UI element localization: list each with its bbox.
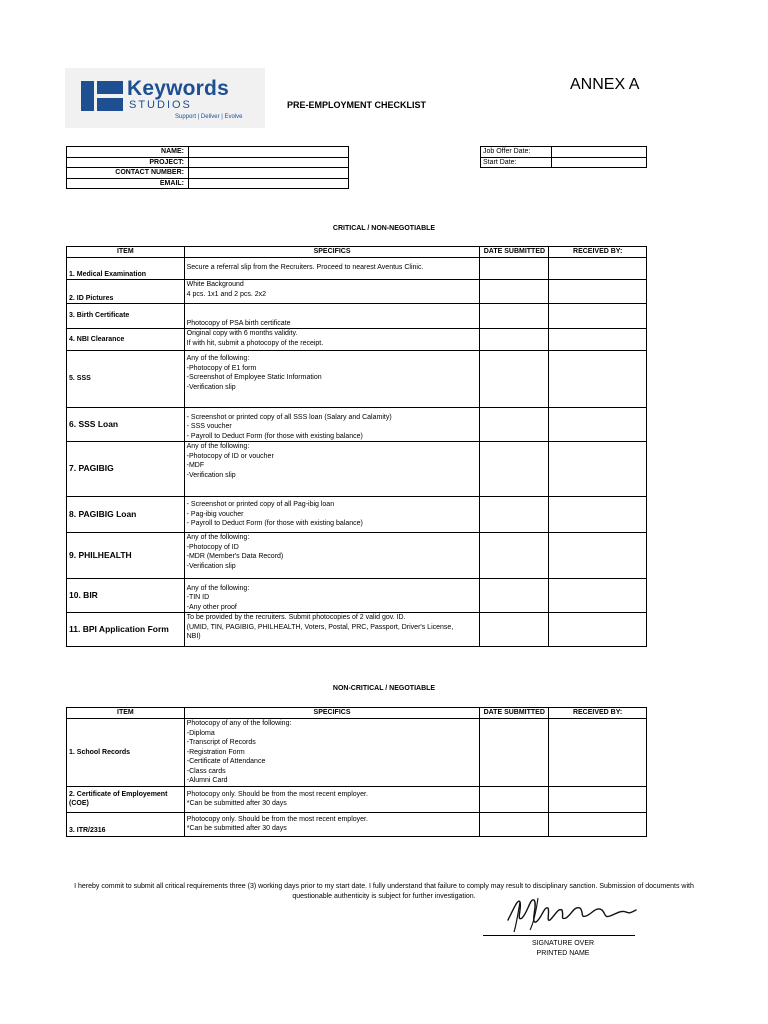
- annex-label: ANNEX A: [570, 76, 640, 93]
- specifics-cell: [184, 258, 480, 280]
- specifics-cell: [184, 304, 480, 329]
- date-submitted-cell[interactable]: [480, 442, 549, 497]
- spec-line: - Payroll to Deduct Form (for those with existing balance): [186, 520, 363, 528]
- spec-line: Original copy with 6 months validity.: [186, 330, 298, 337]
- item-cell: 9. PHILHEALTH: [67, 533, 185, 579]
- spec-line: -Any other proof: [186, 603, 237, 611]
- received-by-cell[interactable]: [549, 812, 647, 836]
- item-cell: 11. BPI Application Form: [67, 613, 185, 647]
- info-row: [67, 157, 349, 168]
- table-row: [67, 304, 647, 329]
- item-cell: 7. PAGIBIG: [67, 442, 185, 497]
- table-row: [67, 812, 647, 836]
- critical-section-title: CRITICAL / NON-NEGOTIABLE: [332, 225, 436, 232]
- date-submitted-cell[interactable]: [480, 258, 549, 280]
- spec-line: -Class cards: [186, 767, 226, 775]
- spec-line: *Can be submitted after 30 days: [186, 825, 287, 832]
- item-cell: 6. SSS Loan: [67, 408, 185, 442]
- received-by-cell[interactable]: [549, 786, 647, 812]
- spec-line: Any of the following:: [186, 534, 250, 541]
- spec-line: -Diploma: [186, 729, 215, 737]
- spec-line: - SSS voucher: [186, 423, 232, 430]
- item-cell: 4. NBI Clearance: [67, 329, 185, 351]
- logo-subtitle: STUDIOS: [129, 99, 192, 111]
- date-submitted-cell[interactable]: [480, 812, 549, 836]
- handwritten-signature: [500, 888, 640, 938]
- info-row: [67, 168, 349, 179]
- item-cell: 2. Certificate of Employement (COE): [67, 786, 185, 812]
- logo-tagline: Support | Deliver | Evolve: [175, 114, 243, 120]
- start-date-field[interactable]: [552, 157, 647, 168]
- specifics-cell: [184, 497, 480, 533]
- column-header-received: RECEIVED BY:: [549, 247, 647, 258]
- date-submitted-cell[interactable]: [480, 497, 549, 533]
- commitment-statement: I hereby commit to submit all critical requirements three (3) working days prior to my start date. I fully understand that failure to comply may result to disciplinary sanction. Submission of documents with questionable authenticity is subject for further investigation.: [74, 883, 694, 900]
- item-cell: 10. BIR: [67, 579, 185, 613]
- spec-line: Photocopy of PSA birth certificate: [186, 319, 291, 327]
- item-cell: 8. PAGIBIG Loan: [67, 497, 185, 533]
- item-cell: 2. ID Pictures: [67, 280, 185, 304]
- offer-dates-table: [480, 146, 647, 168]
- spec-line: -Photocopy of ID: [186, 543, 239, 551]
- signature-label-line: SIGNATURE OVER: [531, 940, 595, 947]
- signature-line: [483, 935, 635, 936]
- spec-line: -Alumni Card: [186, 777, 228, 784]
- table-row: [67, 408, 647, 442]
- table-row: [67, 786, 647, 812]
- column-header-date: DATE SUBMITTED: [480, 708, 549, 719]
- received-by-cell[interactable]: [549, 408, 647, 442]
- received-by-cell[interactable]: [549, 613, 647, 647]
- table-row: [67, 579, 647, 613]
- specifics-cell: [184, 533, 480, 579]
- column-header-specifics: SPECIFICS: [184, 708, 480, 719]
- spec-line: -Verification slip: [186, 383, 236, 391]
- table-row: [67, 258, 647, 280]
- spec-line: To be provided by the recruiters. Submit photocopies of 2 valid gov. ID.: [186, 614, 406, 621]
- spec-line: -Screenshot of Employee Static Information: [186, 374, 322, 381]
- signature-label-line: PRINTED NAME: [536, 949, 590, 957]
- received-by-cell[interactable]: [549, 442, 647, 497]
- info-label-contact: CONTACT NUMBER:: [67, 168, 189, 179]
- spec-line: - Pag-ibig voucher: [186, 510, 244, 518]
- date-submitted-cell[interactable]: [480, 329, 549, 351]
- spec-line: -MDF: [186, 462, 205, 469]
- table-row: [67, 351, 647, 408]
- project-field[interactable]: [189, 157, 349, 168]
- item-cell: 1. Medical Examination: [67, 258, 185, 280]
- spec-line: - Screenshot or printed copy of all SSS loan (Salary and Calamity): [186, 413, 392, 421]
- received-by-cell[interactable]: [549, 719, 647, 787]
- table-row: [67, 497, 647, 533]
- date-submitted-cell[interactable]: [480, 351, 549, 408]
- non-critical-section-title: NON-CRITICAL / NEGOTIABLE: [332, 685, 436, 692]
- spec-line: -Verification slip: [186, 471, 236, 479]
- table-row: [67, 329, 647, 351]
- info-row: [481, 147, 647, 158]
- received-by-cell[interactable]: [549, 497, 647, 533]
- item-cell: 5. SSS: [67, 351, 185, 408]
- received-by-cell[interactable]: [549, 304, 647, 329]
- date-submitted-cell[interactable]: [480, 533, 549, 579]
- column-header-item: ITEM: [67, 708, 185, 719]
- date-submitted-cell[interactable]: [480, 304, 549, 329]
- spec-line: Any of the following:: [186, 443, 250, 450]
- spec-line: -Registration Form: [186, 748, 245, 756]
- date-submitted-cell[interactable]: [480, 408, 549, 442]
- date-submitted-cell[interactable]: [480, 579, 549, 613]
- spec-line: Photocopy of any of the following:: [186, 720, 292, 727]
- specifics-cell: [184, 613, 480, 647]
- start-date-label: Start Date:: [481, 157, 552, 168]
- logo-wordmark: Keywords: [127, 77, 229, 100]
- table-row: [67, 719, 647, 787]
- spec-line: -TIN ID: [186, 594, 210, 601]
- document-title: PRE-EMPLOYMENT CHECKLIST: [287, 100, 427, 110]
- date-submitted-cell[interactable]: [480, 280, 549, 304]
- table-header-row: [67, 247, 647, 258]
- specifics-cell: [184, 786, 480, 812]
- column-header-date: DATE SUBMITTED: [480, 247, 549, 258]
- specifics-cell: [184, 408, 480, 442]
- spec-line: If with hit, submit a photocopy of the receipt.: [186, 339, 324, 347]
- info-label-name: NAME:: [67, 147, 189, 158]
- spec-line: - Screenshot or printed copy of all Pag-ibig loan: [186, 501, 335, 509]
- table-row: [67, 280, 647, 304]
- table-row: [67, 613, 647, 647]
- item-cell: 1. School Records: [67, 719, 185, 787]
- non-critical-requirements-table: [66, 707, 647, 837]
- specifics-cell: [184, 442, 480, 497]
- signature-label: [483, 939, 643, 958]
- info-row: [67, 147, 349, 158]
- critical-requirements-table: [66, 246, 647, 647]
- job-offer-date-label: Job Offer Date:: [481, 147, 552, 158]
- specifics-cell: [184, 351, 480, 408]
- spec-line: Photocopy only. Should be from the most recent employer.: [186, 815, 368, 823]
- column-header-specifics: SPECIFICS: [184, 247, 480, 258]
- spec-line: Any of the following:: [186, 584, 250, 592]
- specifics-cell: [184, 579, 480, 613]
- spec-line: *Can be submitted after 30 days: [186, 800, 287, 807]
- spec-line: Photocopy only. Should be from the most recent employer.: [186, 790, 368, 798]
- date-submitted-cell[interactable]: [480, 786, 549, 812]
- received-by-cell[interactable]: [549, 579, 647, 613]
- specifics-cell: [184, 329, 480, 351]
- info-row: [481, 157, 647, 168]
- spec-line: 4 pcs. 1x1 and 2 pcs. 2x2: [186, 290, 267, 298]
- spec-line: -MDR (Member's Data Record): [186, 553, 284, 560]
- company-logo: [65, 68, 265, 128]
- spec-line: NBI): [186, 633, 201, 640]
- spec-line: White Background: [186, 281, 244, 288]
- spec-line: Secure a referral slip from the Recruiters. Proceed to nearest Aventus Clinic.: [186, 264, 424, 271]
- info-row: [67, 178, 349, 189]
- table-row: [67, 533, 647, 579]
- applicant-info-table: [66, 146, 349, 189]
- specifics-cell: [184, 719, 480, 787]
- item-cell: 3. ITR/2316: [67, 812, 185, 836]
- date-submitted-cell[interactable]: [480, 719, 549, 787]
- item-cell: 3. Birth Certificate: [67, 304, 185, 329]
- table-row: [67, 442, 647, 497]
- received-by-cell[interactable]: [549, 351, 647, 408]
- spec-line: -Certificate of Attendance: [186, 758, 266, 765]
- name-field[interactable]: [189, 147, 349, 158]
- spec-line: -Transcript of Records: [186, 739, 256, 746]
- keywords-logo-icon: [81, 81, 123, 111]
- column-header-received: RECEIVED BY:: [549, 708, 647, 719]
- spec-line: -Photocopy of E1 form: [186, 364, 257, 372]
- received-by-cell[interactable]: [549, 329, 647, 351]
- specifics-cell: [184, 812, 480, 836]
- received-by-cell[interactable]: [549, 280, 647, 304]
- info-label-project: PROJECT:: [67, 157, 189, 168]
- spec-line: -Verification slip: [186, 562, 236, 570]
- spec-line: -Photocopy of ID or voucher: [186, 452, 274, 460]
- info-label-email: EMAIL:: [67, 178, 189, 189]
- job-offer-date-field[interactable]: [552, 147, 647, 158]
- contact-number-field[interactable]: [189, 168, 349, 179]
- spec-line: - Payroll to Deduct Form (for those with existing balance): [186, 432, 363, 440]
- table-header-row: [67, 708, 647, 719]
- received-by-cell[interactable]: [549, 258, 647, 280]
- specifics-cell: [184, 280, 480, 304]
- email-field[interactable]: [189, 178, 349, 189]
- spec-line: (UMID, TIN, PAGIBIG, PHILHEALTH, Voters, Postal, PRC, Passport, Driver's License,: [186, 623, 454, 631]
- spec-line: Any of the following:: [186, 355, 250, 362]
- column-header-item: ITEM: [67, 247, 185, 258]
- received-by-cell[interactable]: [549, 533, 647, 579]
- date-submitted-cell[interactable]: [480, 613, 549, 647]
